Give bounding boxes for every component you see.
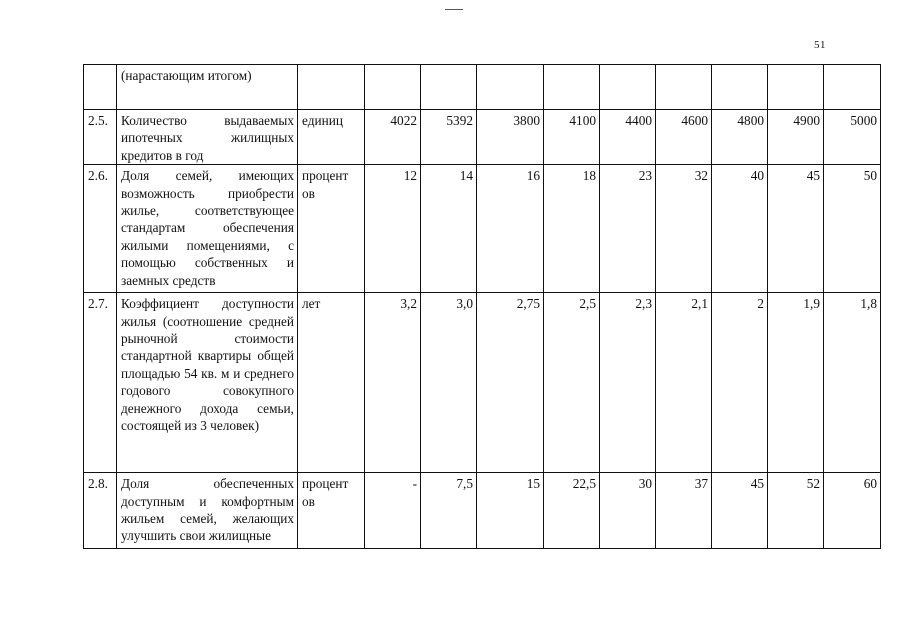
row-number: 2.8. [84, 473, 117, 549]
value-cell: 12 [365, 165, 421, 293]
value-cell: 18 [544, 165, 600, 293]
value-cell: 23 [600, 165, 656, 293]
table-row [84, 65, 881, 110]
row-number: 2.5. [84, 110, 117, 165]
value-cell [768, 65, 824, 110]
value-cell: 2,1 [656, 293, 712, 473]
value-cell: 3800 [477, 110, 544, 165]
value-cell: 16 [477, 165, 544, 293]
value-cell: 4600 [656, 110, 712, 165]
table-row [84, 473, 881, 549]
value-cell: 52 [768, 473, 824, 549]
value-cell [544, 65, 600, 110]
page-number: 51 [814, 39, 826, 51]
unit-cell: лет [298, 293, 365, 473]
unit-cell [298, 65, 365, 110]
value-cell: 3,0 [421, 293, 477, 473]
value-cell: 15 [477, 473, 544, 549]
value-cell: 50 [824, 165, 881, 293]
value-cell: 4800 [712, 110, 768, 165]
value-cell: 45 [712, 473, 768, 549]
value-cell: 40 [712, 165, 768, 293]
indicator-name: (нарастающим итогом) [117, 65, 298, 110]
value-cell: 7,5 [421, 473, 477, 549]
value-cell: 22,5 [544, 473, 600, 549]
value-cell: 1,9 [768, 293, 824, 473]
value-cell: 2 [712, 293, 768, 473]
row-number: 2.6. [84, 165, 117, 293]
value-cell: - [365, 473, 421, 549]
value-cell: 2,5 [544, 293, 600, 473]
unit-cell: единиц [298, 110, 365, 165]
value-cell [712, 65, 768, 110]
value-cell: 5392 [421, 110, 477, 165]
table-row [84, 110, 881, 165]
value-cell: 4100 [544, 110, 600, 165]
value-cell: 30 [600, 473, 656, 549]
unit-cell: процент ов [298, 165, 365, 293]
value-cell [421, 65, 477, 110]
indicators-table [83, 64, 881, 549]
value-cell [600, 65, 656, 110]
top-header-mark [445, 9, 463, 10]
value-cell [365, 65, 421, 110]
value-cell: 14 [421, 165, 477, 293]
value-cell: 60 [824, 473, 881, 549]
table-row [84, 165, 881, 293]
value-cell: 1,8 [824, 293, 881, 473]
value-cell: 5000 [824, 110, 881, 165]
value-cell: 2,3 [600, 293, 656, 473]
value-cell [656, 65, 712, 110]
value-cell: 4400 [600, 110, 656, 165]
value-cell [824, 65, 881, 110]
value-cell: 4022 [365, 110, 421, 165]
indicator-name: Доля обеспеченных доступным и комфортным жильем семей, желающих улучшить свои жилищные [117, 473, 298, 549]
row-number: 2.7. [84, 293, 117, 473]
unit-cell: процент ов [298, 473, 365, 549]
row-number [84, 65, 117, 110]
table-row [84, 293, 881, 473]
value-cell: 2,75 [477, 293, 544, 473]
indicator-name: Доля семей, имеющих возможность приобрести жилье, соответствующее стандартам обеспечения жилыми помещениями, с помощью собственных и заемных средств [117, 165, 298, 293]
value-cell: 32 [656, 165, 712, 293]
indicator-name: Количество выдаваемых ипотечных жилищных кредитов в год [117, 110, 298, 165]
value-cell [477, 65, 544, 110]
value-cell: 3,2 [365, 293, 421, 473]
value-cell: 37 [656, 473, 712, 549]
value-cell: 4900 [768, 110, 824, 165]
value-cell: 45 [768, 165, 824, 293]
indicator-name: Коэффициент доступности жилья (соотношение средней рыночной стоимости стандартной квартиры общей площадью 54 кв. м и среднего годового совокупного денежного дохода семьи, состоящей из 3 человек) [117, 293, 298, 473]
